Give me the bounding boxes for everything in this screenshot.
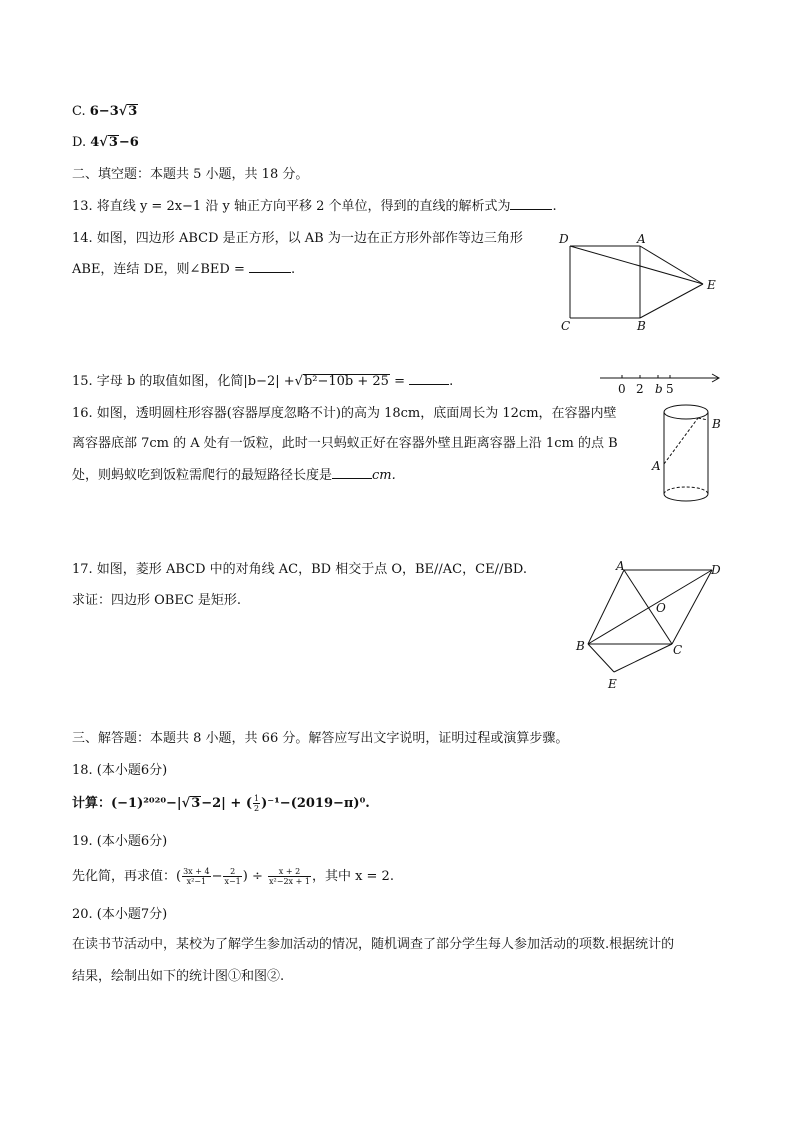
- q15-post: =: [389, 374, 405, 389]
- question-19-title: [72, 833, 167, 851]
- q16-cylinder-figure: [648, 400, 728, 508]
- option-d-label: D.: [72, 135, 87, 150]
- q14-label-d: D: [559, 232, 569, 246]
- q15-pre: 15. 字母 b 的取值如图，化简|b−2| +: [72, 374, 295, 389]
- question-14-line1: [72, 230, 523, 248]
- option-d-tail: −6: [118, 135, 139, 150]
- question-17-line1: [72, 561, 527, 579]
- q16-answer-blank[interactable]: [332, 466, 372, 479]
- q15-end: .: [449, 374, 454, 389]
- q14-label-a: A: [637, 232, 646, 246]
- q14-label-c: C: [561, 319, 571, 333]
- q18-part3: )⁻¹−(2019−π)⁰.: [261, 796, 370, 811]
- q17-line2: 求证：四边形 OBEC 是矩形.: [72, 593, 242, 608]
- question-20-line1: [72, 936, 674, 954]
- section2-heading: [72, 166, 308, 184]
- question-18-title: [72, 762, 167, 780]
- q15-tick-label-2: 2: [636, 382, 644, 396]
- q16-line2: 离容器底部 7cm 的 A 处有一饭粒，此时一只蚂蚁正好在容器外壁且距离容器上沿 1cm 的点 B: [72, 436, 618, 451]
- section3-heading: [72, 730, 568, 748]
- q13-answer-blank[interactable]: [510, 197, 552, 210]
- q17-line1: 17. 如图，菱形 ABCD 中的对角线 AC，BD 相交于点 O，BE//AC，CE//BD.: [72, 562, 527, 577]
- q16-line1: 16. 如图，透明圆柱形容器(容器厚度忽略不计)的高为 18cm，底面周长为 12cm，在容器内壁: [72, 406, 617, 421]
- q19-f1-num: 3x + 4: [183, 867, 210, 876]
- q19-fraction-3: [268, 867, 311, 886]
- q18-fraction: [253, 794, 260, 813]
- question-16-line3: [72, 466, 396, 485]
- q18-frac-den: 2: [254, 804, 260, 813]
- q20-line1: 在读书节活动中，某校为了解学生参加活动的情况，随机调查了部分学生每人参加活动的项数.根据统计的: [72, 937, 675, 952]
- option-d-coef: 4: [90, 135, 100, 150]
- question-14-line2: [72, 260, 295, 279]
- question-17-line2: [72, 592, 241, 610]
- q14-label-e: E: [707, 278, 716, 292]
- q19-f2-den: x−1: [224, 877, 241, 886]
- q17-label-b: B: [576, 639, 585, 653]
- q19-post: ，其中 x = 2.: [311, 869, 394, 884]
- question-16-line1: [72, 405, 617, 423]
- q20-line2: 结果，绘制出如下的统计图①和图②.: [72, 969, 285, 984]
- option-c-root: 3: [128, 104, 138, 119]
- q14-line1: 14. 如图，四边形 ABCD 是正方形，以 AB 为一边在正方形外部作等边三角形: [72, 231, 523, 246]
- q17-label-a: A: [616, 559, 625, 573]
- option-c: C. 6−3√3: [72, 104, 138, 119]
- q15-answer-blank[interactable]: [409, 372, 449, 385]
- option-c-expr: 6−3: [89, 104, 119, 119]
- section3-heading-text: 三、解答题：本题共 8 小题，共 66 分。解答应写出文字说明，证明过程或演算步骤。: [72, 731, 569, 746]
- q14-end: .: [291, 262, 296, 277]
- q15-radicand: b²−10b + 25: [303, 374, 389, 389]
- q15-number-line: [598, 366, 724, 398]
- q18-part1: 计算：(−1)²⁰²⁰−|: [72, 796, 182, 811]
- q19-f3-num: x + 2: [268, 867, 311, 877]
- question-16-line2: [72, 435, 618, 453]
- question-18-body: 计算：(−1)²⁰²⁰−|√3−2| + ( $\frac{1}{2}$ )⁻¹−(2019−π)⁰.: [72, 794, 370, 813]
- q19-f2-num: 2: [223, 867, 241, 877]
- q16-label-b: B: [712, 417, 721, 431]
- q17-label-c: C: [673, 643, 683, 657]
- q17-label-e: E: [608, 677, 617, 691]
- q19-f1-den: x²−1: [186, 877, 207, 886]
- question-20-title: [72, 906, 167, 924]
- q13-text: 13. 将直线 y = 2x−1 沿 y 轴正方向平移 2 个单位，得到的直线的解析式为: [72, 199, 511, 214]
- q17-label-o: O: [656, 601, 666, 615]
- q16-line3-post: cm.: [372, 468, 396, 483]
- q17-rhombus-figure: [572, 558, 732, 698]
- q18-part2: −2| + (: [201, 796, 252, 811]
- q19-minus: −: [211, 869, 223, 884]
- q19-fraction-1: [182, 867, 210, 886]
- option-d: D. 4√3−6: [72, 135, 139, 150]
- q16-label-a: A: [652, 459, 661, 473]
- q20-title: 20. (本小题7分): [72, 907, 168, 922]
- q13-end: .: [552, 199, 557, 214]
- q15-tick-label-0: 0: [618, 382, 626, 396]
- q18-title: 18. (本小题6分): [72, 763, 168, 778]
- section2-heading-text: 二、填空题：本题共 5 小题，共 18 分。: [72, 167, 309, 182]
- q14-figure: [555, 228, 725, 338]
- q19-f3-den: x²−2x + 1: [269, 877, 310, 886]
- q19-fraction-2: [223, 867, 241, 886]
- q16-line3-pre: 处，则蚂蚁吃到饭粒需爬行的最短路径长度是: [72, 468, 333, 483]
- q15-tick-label-5: 5: [666, 382, 674, 396]
- q14-label-b: B: [637, 319, 646, 333]
- q19-title: 19. (本小题6分): [72, 834, 168, 849]
- q18-root: 3: [191, 796, 201, 811]
- q17-label-d: D: [711, 563, 721, 577]
- question-13: [72, 197, 557, 216]
- question-20-line2: [72, 968, 284, 986]
- option-d-root: 3: [108, 135, 118, 150]
- q14-answer-blank[interactable]: [249, 260, 291, 273]
- q19-pre: 先化简，再求值：(: [72, 869, 182, 884]
- q18-frac-num: 1: [254, 794, 260, 803]
- q14-line2: ABE，连结 DE，则∠BED =: [72, 262, 245, 277]
- question-19-body: [72, 866, 394, 888]
- option-c-label: C.: [72, 104, 86, 119]
- question-15: 15. 字母 b 的取值如图，化简|b−2| +√b²−10b + 25 = .: [72, 374, 454, 389]
- q19-div: ) ÷: [242, 869, 263, 884]
- q15-tick-label-b: b: [655, 382, 663, 396]
